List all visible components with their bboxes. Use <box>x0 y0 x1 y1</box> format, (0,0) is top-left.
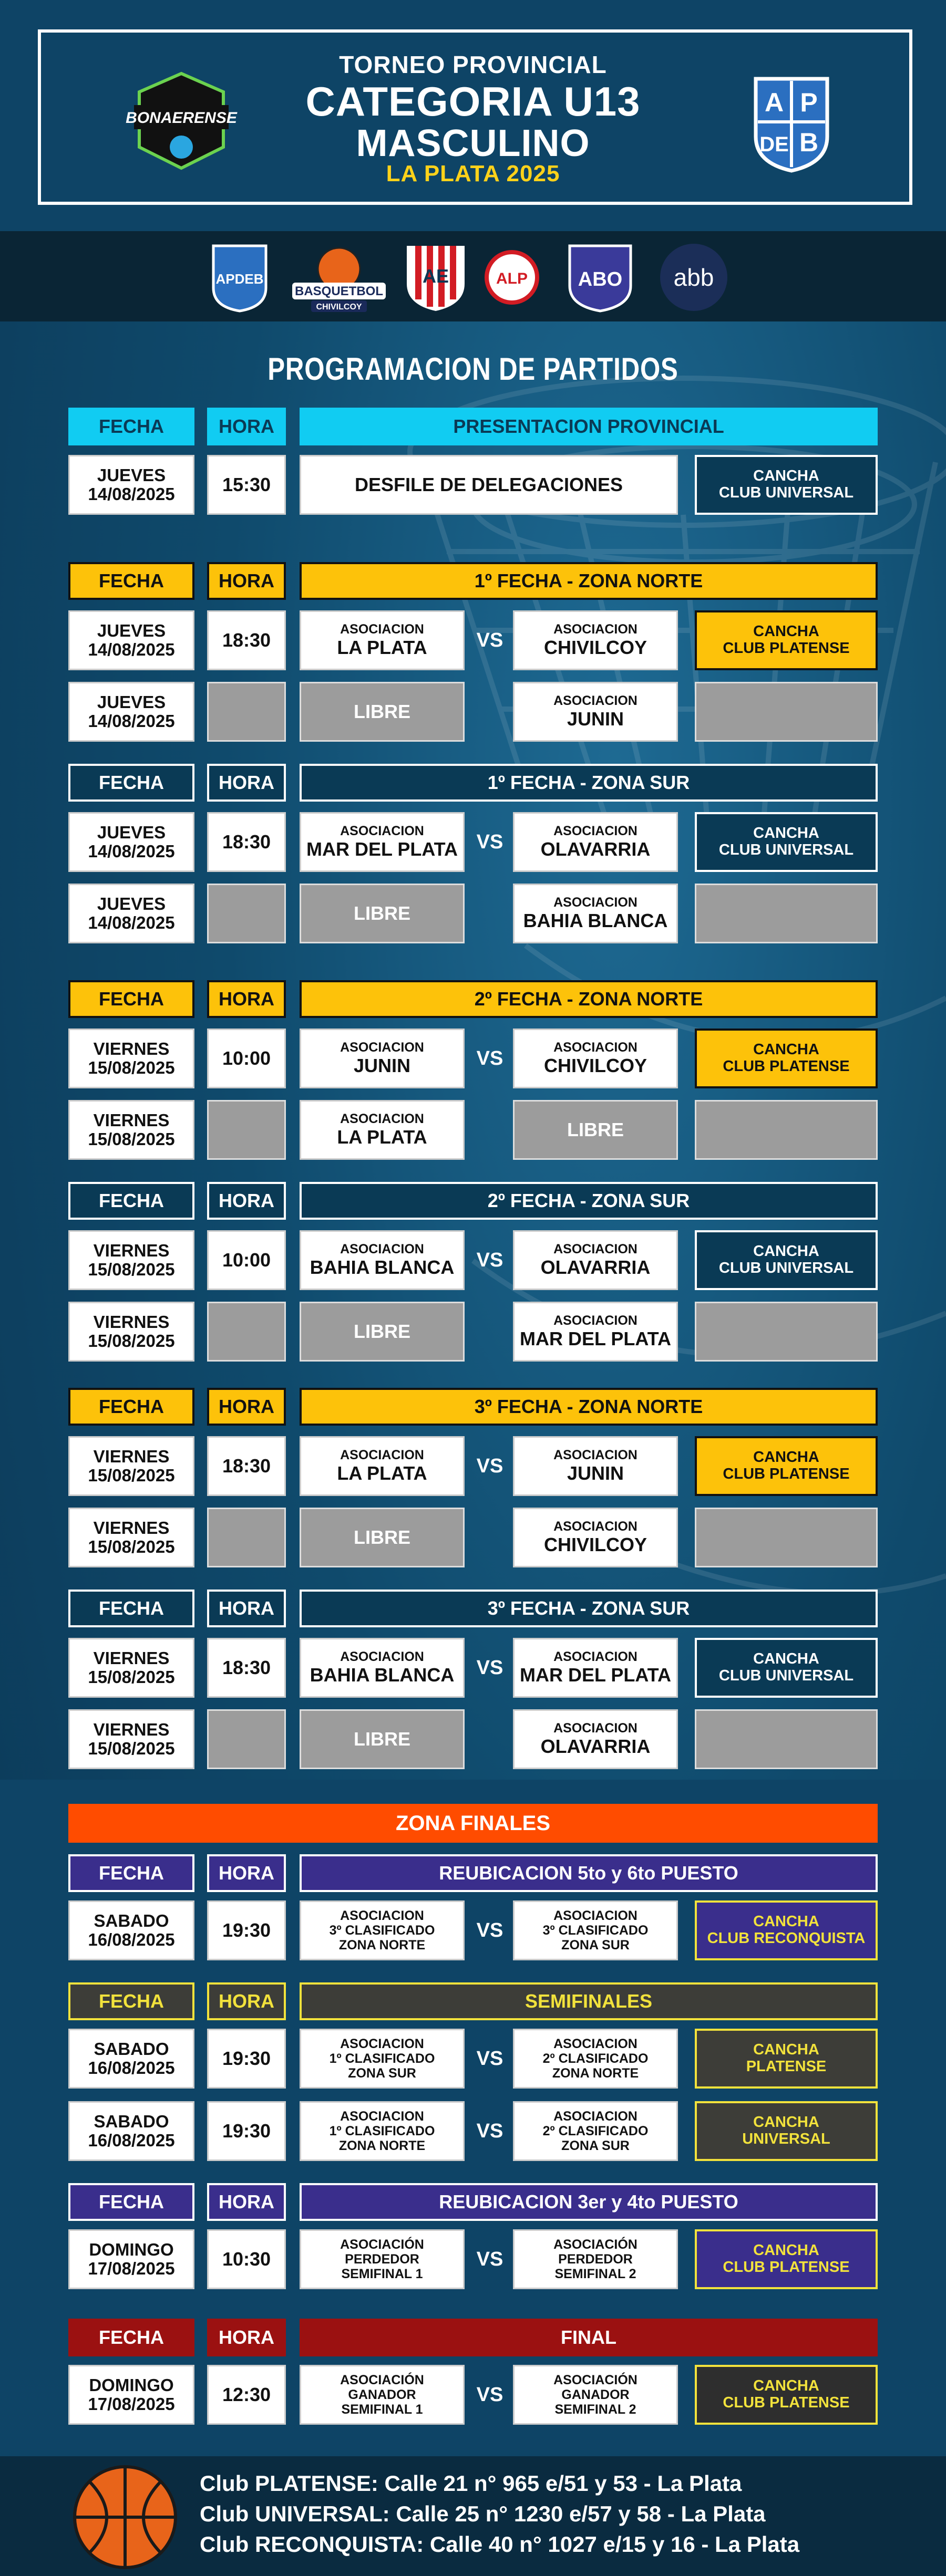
group-title-header: 2º FECHA - ZONA SUR <box>300 1182 878 1220</box>
team-home: ASOCIACION LA PLATA <box>300 610 465 670</box>
finals-fecha-header: FECHA <box>68 1854 194 1892</box>
pres-fecha-header: FECHA <box>68 408 194 445</box>
team-away: ASOCIACIÓN PERDEDOR SEMIFINAL 2 <box>513 2229 678 2289</box>
finals-title-header: REUBICACION 3er y 4to PUESTO <box>300 2183 878 2221</box>
bonaerense-logo <box>126 68 237 173</box>
team-home: ASOCIACIÓN PERDEDOR SEMIFINAL 1 <box>300 2229 465 2289</box>
title-line-2: CATEGORIA U13 <box>305 78 641 124</box>
libre-slot: LIBRE <box>300 682 465 742</box>
vs-label: VS <box>476 1455 503 1477</box>
match-date: JUEVES 14/08/2025 <box>68 682 194 742</box>
basquetbol-chivilcoy-logo <box>290 242 388 313</box>
team-home: ASOCIACION BAHIA BLANCA <box>300 1638 465 1698</box>
group-hora-header: HORA <box>207 1388 286 1426</box>
group-hora-header: HORA <box>207 562 286 600</box>
team-home: ASOCIACION 3º CLASIFICADO ZONA NORTE <box>300 1900 465 1960</box>
team-away: ASOCIACION OLAVARRIA <box>513 812 678 872</box>
match-date: JUEVES 14/08/2025 <box>68 884 194 943</box>
libre-slot: LIBRE <box>300 884 465 943</box>
match-date: SABADO 16/08/2025 <box>68 1900 194 1960</box>
match-date: VIERNES 15/08/2025 <box>68 1436 194 1496</box>
alp-logo <box>485 242 539 313</box>
team-home: ASOCIACION 1º CLASIFICADO ZONA SUR <box>300 2029 465 2089</box>
team-home: ASOCIACIÓN GANADOR SEMIFINAL 1 <box>300 2365 465 2425</box>
match-venue: CANCHA CLUB RECONQUISTA <box>695 1900 878 1960</box>
match-date: SABADO 16/08/2025 <box>68 2029 194 2089</box>
libre-slot: LIBRE <box>513 1100 678 1160</box>
apdeb-logo <box>209 242 270 313</box>
vs-label: VS <box>476 1919 503 1941</box>
svg-text:abb: abb <box>673 264 714 291</box>
finals-fecha-header: FECHA <box>68 1982 194 2020</box>
team-away: ASOCIACION CHIVILCOY <box>513 1508 678 1567</box>
libre-slot: LIBRE <box>300 1508 465 1567</box>
match-venue: CANCHA CLUB UNIVERSAL <box>695 1230 878 1290</box>
group-title-header: 3º FECHA - ZONA NORTE <box>300 1388 878 1426</box>
match-venue: CANCHA CLUB PLATENSE <box>695 2229 878 2289</box>
team-home: ASOCIACION BAHIA BLANCA <box>300 1230 465 1290</box>
svg-text:DE: DE <box>759 133 789 156</box>
group-fecha-header: FECHA <box>68 980 194 1018</box>
vs-label: VS <box>476 2248 503 2270</box>
team-away: ASOCIACION MAR DEL PLATA <box>513 1638 678 1698</box>
team-home: ASOCIACION 1º CLASIFICADO ZONA NORTE <box>300 2101 465 2161</box>
group-title-header: 1º FECHA - ZONA NORTE <box>300 562 878 600</box>
finals-fecha-header: FECHA <box>68 2183 194 2221</box>
group-fecha-header: FECHA <box>68 764 194 802</box>
svg-text:AE: AE <box>422 265 449 287</box>
time-empty <box>207 1709 286 1769</box>
svg-text:BASQUETBOL: BASQUETBOL <box>295 284 383 298</box>
match-time: 19:30 <box>207 2101 286 2161</box>
match-date: VIERNES 15/08/2025 <box>68 1230 194 1290</box>
group-fecha-header: FECHA <box>68 1182 194 1220</box>
libre-slot: LIBRE <box>300 1709 465 1769</box>
finals-title: ZONA FINALES <box>68 1804 878 1843</box>
pres-hora-header: HORA <box>207 408 286 445</box>
venue-empty <box>695 1709 878 1769</box>
footer-address-reconquista: Club RECONQUISTA: Calle 40 n° 1027 e/15 y 16 - La Plata <box>200 2532 800 2557</box>
team-away: ASOCIACION 2º CLASIFICADO ZONA SUR <box>513 2101 678 2161</box>
title-line-1: TORNEO PROVINCIAL <box>339 51 607 78</box>
team-away: ASOCIACION MAR DEL PLATA <box>513 1302 678 1362</box>
apdeb-shield-logo <box>750 74 832 173</box>
group-hora-header: HORA <box>207 1590 286 1627</box>
time-empty <box>207 682 286 742</box>
match-time: 10:30 <box>207 2229 286 2289</box>
vs-label: VS <box>476 1047 503 1069</box>
finals-hora-header: HORA <box>207 1854 286 1892</box>
match-date: VIERNES 15/08/2025 <box>68 1709 194 1769</box>
svg-text:BONAERENSE: BONAERENSE <box>126 109 237 127</box>
time-empty <box>207 1508 286 1567</box>
svg-text:P: P <box>800 88 818 117</box>
group-fecha-header: FECHA <box>68 1590 194 1627</box>
vs-label: VS <box>476 629 503 651</box>
libre-slot: LIBRE <box>300 1302 465 1362</box>
venue-empty <box>695 682 878 742</box>
venue-empty <box>695 1100 878 1160</box>
vs-label: VS <box>476 2384 503 2406</box>
team-away: ASOCIACION JUNIN <box>513 682 678 742</box>
match-time: 12:30 <box>207 2365 286 2425</box>
team-away: ASOCIACION OLAVARRIA <box>513 1230 678 1290</box>
group-title-header: 2º FECHA - ZONA NORTE <box>300 980 878 1018</box>
vs-label: VS <box>476 831 503 853</box>
group-fecha-header: FECHA <box>68 562 194 600</box>
team-home: ASOCIACION JUNIN <box>300 1029 465 1088</box>
footer-address-universal: Club UNIVERSAL: Calle 25 n° 1230 e/57 y 58 - La Plata <box>200 2501 766 2526</box>
pres-event: DESFILE DE DELEGACIONES <box>300 455 678 515</box>
basketball-icon <box>73 2465 178 2570</box>
match-time: 18:30 <box>207 812 286 872</box>
team-home: ASOCIACION MAR DEL PLATA <box>300 812 465 872</box>
title-line-3: MASCULINO <box>356 122 590 164</box>
pres-date: JUEVES 14/08/2025 <box>68 455 194 515</box>
match-time: 18:30 <box>207 1436 286 1496</box>
match-time: 18:30 <box>207 1638 286 1698</box>
abb-logo <box>657 242 731 313</box>
footer-address-platense: Club PLATENSE: Calle 21 n° 965 e/51 y 53 - La Plata <box>200 2471 742 2496</box>
svg-text:B: B <box>799 128 819 157</box>
team-away: ASOCIACION 3º CLASIFICADO ZONA SUR <box>513 1900 678 1960</box>
svg-text:ALP: ALP <box>496 270 528 287</box>
match-venue: CANCHA PLATENSE <box>695 2029 878 2089</box>
team-away: ASOCIACION CHIVILCOY <box>513 1029 678 1088</box>
svg-text:ABO: ABO <box>578 268 623 290</box>
match-time: 10:00 <box>207 1230 286 1290</box>
footer <box>0 2456 946 2576</box>
team-away: ASOCIACION BAHIA BLANCA <box>513 884 678 943</box>
asociacion-ae-logo <box>403 242 469 313</box>
venue-empty <box>695 1508 878 1567</box>
match-time: 19:30 <box>207 1900 286 1960</box>
finals-title-header: REUBICACION 5to y 6to PUESTO <box>300 1854 878 1892</box>
team-home: ASOCIACION LA PLATA <box>300 1100 465 1160</box>
finals-hora-header: HORA <box>207 2319 286 2356</box>
finals-title-header: FINAL <box>300 2319 878 2356</box>
group-fecha-header: FECHA <box>68 1388 194 1426</box>
vs-label: VS <box>476 2120 503 2142</box>
match-venue: CANCHA CLUB UNIVERSAL <box>695 1638 878 1698</box>
team-away: ASOCIACIÓN GANADOR SEMIFINAL 2 <box>513 2365 678 2425</box>
time-empty <box>207 1302 286 1362</box>
vs-label: VS <box>476 1249 503 1271</box>
title-line-4: LA PLATA 2025 <box>386 161 560 186</box>
group-hora-header: HORA <box>207 764 286 802</box>
match-date: DOMINGO 17/08/2025 <box>68 2229 194 2289</box>
group-title-header: 1º FECHA - ZONA SUR <box>300 764 878 802</box>
svg-text:APDEB: APDEB <box>215 271 264 287</box>
match-venue: CANCHA CLUB UNIVERSAL <box>695 812 878 872</box>
match-venue: CANCHA CLUB PLATENSE <box>695 610 878 670</box>
match-date: SABADO 16/08/2025 <box>68 2101 194 2161</box>
team-away: ASOCIACION JUNIN <box>513 1436 678 1496</box>
match-venue: CANCHA CLUB PLATENSE <box>695 2365 878 2425</box>
match-venue: CANCHA CLUB PLATENSE <box>695 1436 878 1496</box>
finals-hora-header: HORA <box>207 1982 286 2020</box>
team-away: ASOCIACION OLAVARRIA <box>513 1709 678 1769</box>
match-time: 19:30 <box>207 2029 286 2089</box>
page-subtitle: PROGRAMACION DE PARTIDOS <box>268 351 678 387</box>
match-time: 10:00 <box>207 1029 286 1088</box>
pres-venue: CANCHA CLUB UNIVERSAL <box>695 455 878 515</box>
finals-fecha-header: FECHA <box>68 2319 194 2356</box>
match-venue: CANCHA UNIVERSAL <box>695 2101 878 2161</box>
finals-title-header: SEMIFINALES <box>300 1982 878 2020</box>
team-away: ASOCIACION CHIVILCOY <box>513 610 678 670</box>
match-date: JUEVES 14/08/2025 <box>68 610 194 670</box>
match-time: 18:30 <box>207 610 286 670</box>
finals-hora-header: HORA <box>207 2183 286 2221</box>
match-date: VIERNES 15/08/2025 <box>68 1302 194 1362</box>
time-empty <box>207 884 286 943</box>
header <box>0 0 946 231</box>
venue-empty <box>695 1302 878 1362</box>
abo-logo <box>565 242 635 313</box>
svg-text:CHIVILCOY: CHIVILCOY <box>316 303 362 311</box>
group-hora-header: HORA <box>207 980 286 1018</box>
sponsor-strip <box>0 231 946 321</box>
svg-text:A: A <box>764 88 784 117</box>
match-venue: CANCHA CLUB PLATENSE <box>695 1029 878 1088</box>
pres-time: 15:30 <box>207 455 286 515</box>
time-empty <box>207 1100 286 1160</box>
match-date: VIERNES 15/08/2025 <box>68 1638 194 1698</box>
vs-label: VS <box>476 2048 503 2070</box>
match-date: JUEVES 14/08/2025 <box>68 812 194 872</box>
match-date: VIERNES 15/08/2025 <box>68 1029 194 1088</box>
team-away: ASOCIACION 2º CLASIFICADO ZONA NORTE <box>513 2029 678 2089</box>
team-home: ASOCIACION LA PLATA <box>300 1436 465 1496</box>
match-date: VIERNES 15/08/2025 <box>68 1508 194 1567</box>
vs-label: VS <box>476 1657 503 1679</box>
pres-title-header: PRESENTACION PROVINCIAL <box>300 408 878 445</box>
match-date: VIERNES 15/08/2025 <box>68 1100 194 1160</box>
venue-empty <box>695 884 878 943</box>
group-hora-header: HORA <box>207 1182 286 1220</box>
match-date: DOMINGO 17/08/2025 <box>68 2365 194 2425</box>
group-title-header: 3º FECHA - ZONA SUR <box>300 1590 878 1627</box>
